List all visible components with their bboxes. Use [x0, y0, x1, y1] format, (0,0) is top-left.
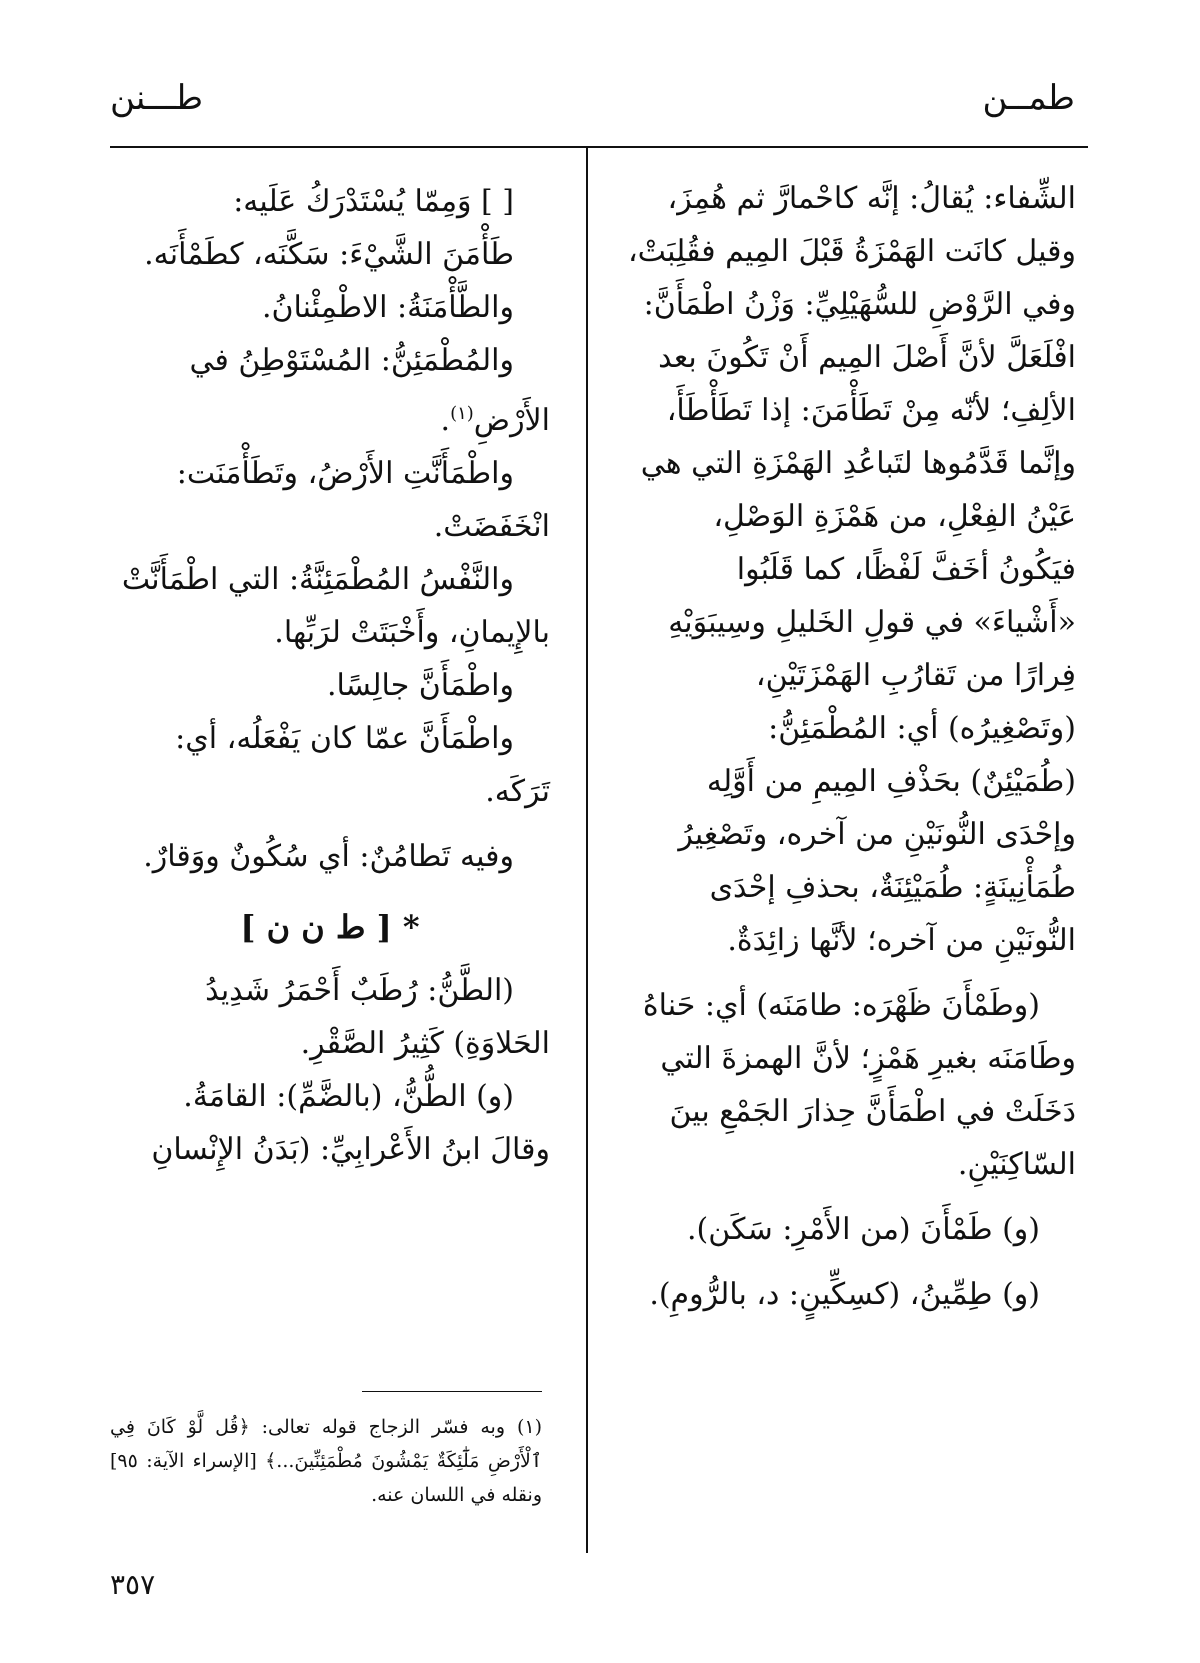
right-column-line: الألِفِ؛ لأنّه مِنْ تَطَأْمَنَ: إذا تَطَأْطَأَ،: [666, 393, 1076, 428]
right-column-line: (و) طَمْأَنَ (من الأَمْرِ: سَكَن).: [687, 1212, 1040, 1247]
left-column-line: تَرَكَه.: [485, 774, 550, 809]
column-divider: [586, 148, 588, 1553]
left-column-line: والطَّأْمَنَةُ: الاطْمِئْنانُ.: [261, 290, 514, 325]
footnote-marker: (١): [450, 403, 474, 424]
left-column-line: واطْمَأَنَّ جالِسًا.: [326, 668, 514, 703]
right-column-line: (وتَصْغِيرُه) أي: المُطْمَئِنُّ:: [768, 711, 1076, 746]
left-column-line: الأَرْضِ$^{(١)}$.: [440, 403, 550, 438]
right-column-line: افْلَعَلَّ لأنَّ أَصْلَ المِيم أَنْ تَكُونَ بعد: [658, 340, 1076, 375]
right-column-line: وإحْدَى النُّونَيْنِ من آخره، وتَصْغِيرُ: [678, 817, 1076, 852]
right-column-line: فيَكُونُ أخَفَّ لَفْظًا، كما قَلَبُوا: [736, 552, 1076, 587]
right-column-line: فِرارًا من تَقارُبِ الهَمْزَتَيْنِ،: [755, 658, 1076, 693]
left-column-line-text: الأَرْضِ: [473, 403, 550, 438]
header-rule: [110, 146, 1088, 148]
right-column-line: الشِّفاء: يُقالُ: إنَّه كاحْمارَّ ثم هُمِزَ،: [667, 181, 1076, 216]
footnote: (١) وبه فسّر الزجاج قوله تعالى: ﴿قُل لَّوْ كَانَ فِي ٱلْأَرْضِ مَلَٰٓئِكَةٌ يَمْشُونَ مُطْمَئِنِّينَ...﴾ [الإسراء الآية: ٩٥] ونقله في اللسان عنه.: [110, 1416, 542, 1506]
left-column-line: طَأْمَنَ الشَّيْءَ: سَكَّنَه، كطَمْأَنَه.: [144, 237, 514, 272]
right-column-line: طُمَأْنِينَةٍ: طُمَيْئِنَةٌ، بحذفِ إحْدَى: [709, 870, 1076, 905]
right-column: [606, 172, 1076, 1321]
section-heading: * [ ط ن ن ]: [240, 908, 420, 946]
right-column-line: وفي الرَّوْضِ للسُّهَيْلِيِّ: وَزْنُ اطْمَأَنَّ:: [643, 287, 1076, 322]
page-number: ٣٥٧: [110, 1568, 156, 1601]
footnote-rule: [362, 1391, 542, 1392]
section-line: (الطَّنُّ: رُطَبٌ أَحْمَرُ شَدِيدُ: [205, 973, 514, 1008]
section-line: وقالَ ابنُ الأَعْرابِيِّ: (بَدَنُ الإِنْسانِ: [151, 1132, 550, 1167]
right-column-line: السّاكِنَيْنِ.: [957, 1147, 1076, 1182]
right-column-line: وإنَّما قَدَّمُوها لتَباعُدِ الهَمْزَةِ التي هي: [640, 446, 1076, 481]
right-column-line: (طُمَيْئِنٌ) بحَذْفِ المِيمِ من أَوَّلِه: [706, 764, 1076, 799]
addenda-intro: [ ] وَمِمّا يُسْتَدْرَكُ عَلَيه:: [233, 184, 514, 219]
running-header-left: طـــنن: [110, 78, 204, 118]
right-column-line: النُّونَيْنِ من آخره؛ لأنَّها زائِدَةٌ.: [727, 923, 1076, 958]
right-column-line: (و) طِمِّينُ، (كسِكِّينٍ: د، بالرُّومِ).: [649, 1277, 1040, 1312]
right-column-line: دَخَلَتْ في اطْمَأَنَّ حِذارَ الجَمْعِ بينَ: [669, 1094, 1076, 1129]
left-column-line: بالإِيمانِ، وأَخْبَتَتْ لرَبِّها.: [274, 615, 550, 650]
right-column-line: وطَامَنَه بغيرِ هَمْزٍ؛ لأنَّ الهمزةَ التي: [660, 1041, 1076, 1076]
left-column-line: وفيه تَطامُنٌ: أي سُكُونٌ ووَقارٌ.: [143, 839, 514, 874]
running-header-right: طمــن: [982, 78, 1075, 118]
section-line: (و) الطُّنُّ، (بالضَّمِّ): القامَةُ.: [183, 1079, 514, 1114]
left-column-line: والنَّفْسُ المُطْمَئِنَّةُ: التي اطْمَأَنَّتْ: [121, 562, 514, 597]
left-column-line: واطْمَأَنَّ عمّا كان يَفْعَلُه، أي:: [175, 721, 514, 756]
left-column-line: والمُطْمَئِنُّ: المُسْتَوْطِنُ في: [189, 343, 514, 378]
right-column-line: وقيل كانَت الهَمْزَةُ قَبْلَ المِيم فقُلِبَتْ،: [627, 234, 1076, 269]
left-column-line: انْخَفَضَتْ.: [433, 509, 550, 544]
right-column-line: «أَشْياءَ» في قولِ الخَليلِ وسِيبَوَيْهِ: [668, 605, 1076, 640]
right-column-line: (وطَمْأَنَ ظَهْرَه: طامَنَه) أي: حَناهُ: [642, 988, 1040, 1023]
left-column-line: واطْمَأَنَّتِ الأَرْضُ، وتَطَأْمَنَت:: [176, 456, 514, 491]
left-column: [110, 175, 550, 1176]
section-line: الحَلاوَةِ) كَثِيرُ الصَّقْرِ.: [300, 1026, 550, 1061]
right-column-line: عَيْنُ الفِعْلِ، من هَمْزَةِ الوَصْلِ،: [713, 499, 1076, 534]
